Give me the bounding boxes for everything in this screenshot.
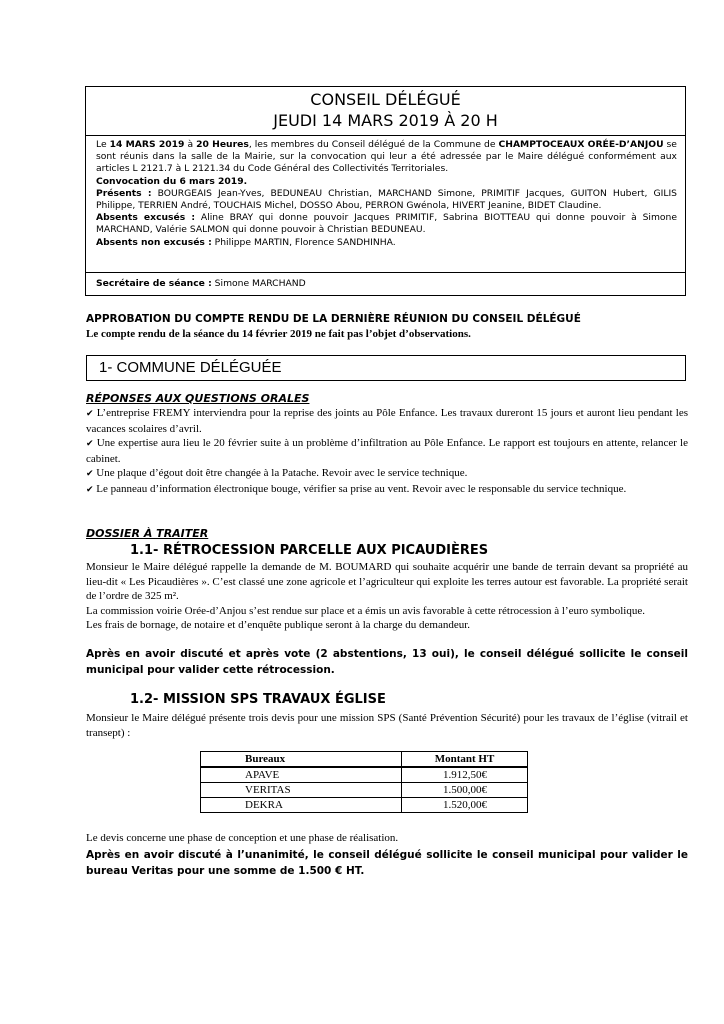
presents-line: Présents : BOURGEAIS Jean-Yves, BEDUNEAU Christian, MARCHAND Simone, PRIMITIF Jacques, GUITON Hubert, GILIS Philippe, TERRIEN André, TOUCHAIS Michel, DOSSO Abou, PERRON Gwénola, HIVERT Jeanine, BIDET Claudine. [96,187,677,212]
reponses-list [86,406,688,497]
approbation-text: Le compte rendu de la séance du 14 février 2019 ne fait pas l’objet d’observations. [86,328,471,340]
check-icon: ✔ [86,409,94,419]
paragraph: La commission voirie Orée-d’Anjou s’est rendue sur place et a émis un avis favorable à cette rétrocession à l’euro symbolique. [86,604,645,617]
bureau-cell: DEKRA [201,798,402,813]
meeting-intro [96,139,677,249]
item-retrocession-decision: Après en avoir discuté et après vote (2 abstentions, 13 oui), le conseil délégué sollicite le conseil municipal pour valider cette rétrocession. [86,648,688,676]
intro-paragraph: Le 14 MARS 2019 à 20 Heures, les membres du Conseil délégué de la Commune de CHAMPTOCEAUX ORÉE-D’ANJOU se sont réunis dans la salle de la Mairie, sur la convocation qui leur a été adressée par le Maire délégué conformément aux articles L 2121.7 à L 2121.34 du Code Général des Collectivités Territoriales. [96,139,677,175]
check-icon: ✔ [86,439,94,449]
approbation-title: APPROBATION DU COMPTE RENDU DE LA DERNIÈRE RÉUNION DU CONSEIL DÉLÉGUÉ [86,313,581,325]
table-row [201,767,528,783]
bureau-cell: VERITAS [201,783,402,798]
section-title: 1- COMMUNE DÉLÉGUÉE [99,359,282,376]
montant-cell: 1.912,50€ [402,767,528,783]
dossier-heading: DOSSIER À TRAITER [86,527,209,540]
table-header-row [201,752,528,768]
item-sps-decision: Après en avoir discuté à l’unanimité, le conseil délégué sollicite le conseil municipal pour valider le bureau Veritas pour une somme de 1.500 € HT. [86,849,688,877]
check-icon: ✔ [86,484,94,495]
item-sps-intro: Monsieur le Maire délégué présente trois devis pour une mission SPS (Santé Prévention Sécurité) pour les travaux de l’église (vitrail et transept) : [86,712,688,739]
item-retrocession-title: 1.1- RÉTROCESSION PARCELLE AUX PICAUDIÈRES [130,543,489,558]
list-item: ✔ Une plaque d’égout doit être changée à la Patache. Revoir avec le service technique. [86,467,468,479]
montant-cell: 1.500,00€ [402,783,528,798]
table-row [201,798,528,813]
secretary-row [86,272,685,296]
section-commune-deleguee [86,355,686,381]
item-retrocession-body [86,560,688,633]
absents-non-excuses-line: Absents non excusés : Philippe MARTIN, Florence SANDHINHA. [96,236,396,248]
item-sps-phase-text: Le devis concerne une phase de conception et une phase de réalisation. [86,832,399,844]
paragraph: Les frais de bornage, de notaire et d’enquête publique seront à la charge du demandeur. [86,619,471,631]
column-header-bureaux: Bureaux [201,752,402,768]
reponses-heading: RÉPONSES AUX QUESTIONS ORALES [86,392,310,405]
list-item: ✔ Une expertise aura lieu le 20 février suite à un problème d’infiltration au Pôle Enfance. Le rapport est toujours en attente, relancer le cabinet. [86,437,689,465]
list-item: ✔ L’entreprise FREMY interviendra pour la reprise des joints au Pôle Enfance. Les travaux dureront 15 jours et auront lieu pendant les vacances scolaires d’avril. [86,407,689,435]
meeting-header-box [85,86,686,296]
item-sps-title: 1.2- MISSION SPS TRAVAUX ÉGLISE [130,692,386,707]
meeting-date-title: JEUDI 14 MARS 2019 À 20 H [273,111,498,130]
quotes-table [200,751,528,813]
column-header-montant: Montant HT [402,752,528,768]
secretary-text: Secrétaire de séance : Simone MARCHAND [96,278,306,289]
absents-excuses-line: Absents excusés : Aline BRAY qui donne pouvoir Jacques PRIMITIF, Sabrina BIOTTEAU qui donne pouvoir à Simone MARCHAND, Valérie SALMON qui donne pouvoir à Christian BEDUNEAU. [96,212,677,236]
check-icon: ✔ [86,469,94,479]
paragraph: Monsieur le Maire délégué rappelle la demande de M. BOUMARD qui souhaite acquérir une bande de terrain devant sa propriété au lieu-dit « Les Picaudières ». C’est classé une zone agricole et l’agriculteur qui exploite les terres autour est favorable. La propriété serait de l’ordre de 325 m². [86,561,688,602]
meeting-title-area [86,87,685,136]
montant-cell: 1.520,00€ [402,798,528,813]
convocation-line: Convocation du 6 mars 2019. [96,175,248,187]
table-row [201,783,528,798]
bureau-cell: APAVE [201,767,402,783]
list-item: ✔ Le panneau d’information électronique bouge, vérifier sa prise au vent. Revoir avec le responsable du service technique. [86,482,627,495]
meeting-title: CONSEIL DÉLÉGUÉ [310,90,461,109]
